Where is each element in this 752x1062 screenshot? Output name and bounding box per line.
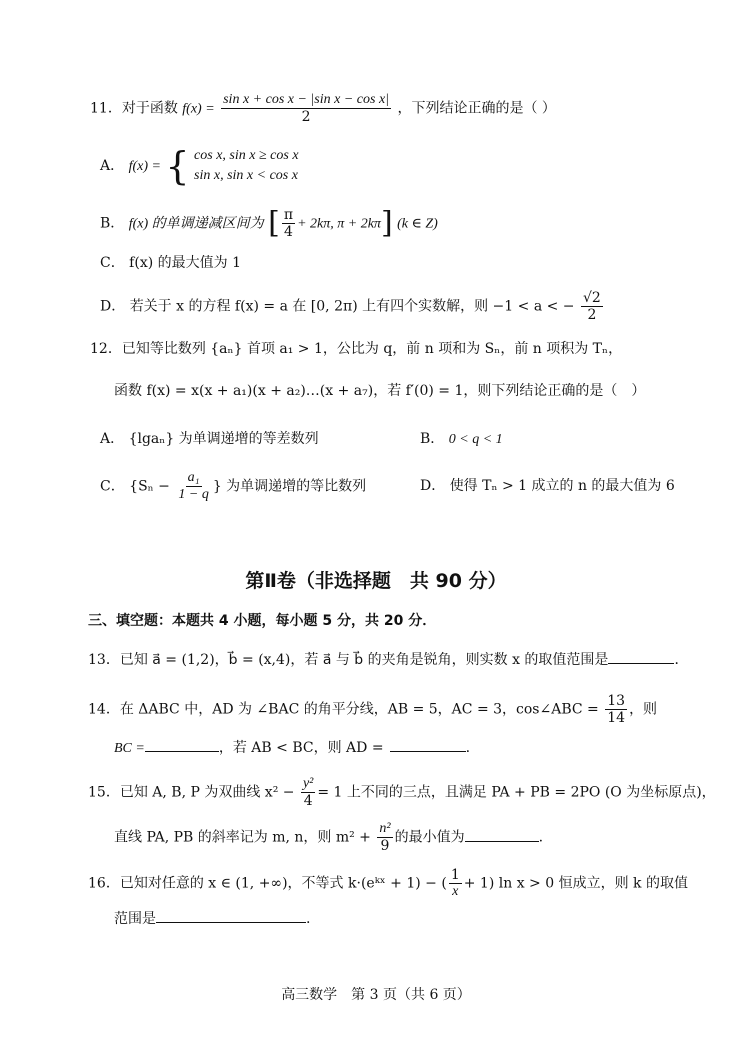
q16-number: 16．: [88, 875, 120, 892]
q11-number: 11．: [90, 100, 122, 117]
q12-stem-line2: 函数 f(x) = x(x + a₁)(x + a₂)…(x + a₇)，若 f′(0) = 1，则下列结论正确的是（ ）: [114, 383, 646, 399]
q12-option-c: C． {Sₙ − $\frac{\text{a₁}}{1 - q}$ } 为单调递增的等比数列: [100, 470, 367, 502]
q16-line1: 16．已知对任意的 x ∈ (1, +∞)，不等式 k·(eᵏˣ + 1) − ( $\frac{1}{x}$ + 1) ln x > 0 恒成立，则 k 的取值: [88, 867, 688, 899]
q11-option-a: A． f(x) = { cos x, sin x ≥ cos x sin x, sin x < cos x: [100, 144, 299, 188]
q14-line1: 14．在 ΔABC 中，AD 为 ∠BAC 的角平分线，AB = 5，AC = 3，cos∠ABC = $\frac{13}{14}$ ，则: [88, 693, 658, 726]
page-footer: 高三数学 第 3 页（共 6 页）: [281, 987, 471, 1003]
q12-option-b: B． 0 < q < 1: [420, 431, 503, 447]
q13: 13．已知 a⃗ = (1,2)，b⃗ = (x,4)，若 a⃗ 与 b⃗ 的夹角是锐角，则实数 x 的取值范围是 ．: [88, 649, 688, 669]
q14-number: 14．: [88, 701, 120, 718]
q13-number: 13．: [88, 652, 120, 668]
q12-number: 12．: [90, 341, 122, 357]
q15-number: 15．: [88, 784, 120, 801]
q11-option-b: B． f(x) 的单调递减区间为 [ $\frac{\pi}{4}$ + 2kπ, π + 2kπ] (k ∈ Z): [100, 205, 438, 241]
section-3-instruction: 三、填空题：本题共 4 小题，每小题 5 分，共 20 分．: [88, 613, 437, 629]
q11-fraction: $\frac{\text{sin x + cos x − |sin x − cos x|}}{2}$: [223, 92, 390, 125]
q14-line2: BC = ，若 AB < BC，则 AD = .: [114, 737, 470, 758]
q16-line2: 范围是 .: [114, 908, 310, 928]
q11-stem: 11．对于函数 f(x) = $\frac{\text{sin x + cos x − |sin x − cos x|}}{2}$ ，下列结论正确的是（ ）: [90, 92, 556, 125]
q12-option-d: D． 使得 Tₙ > 1 成立的 n 的最大值为 6: [420, 478, 675, 494]
q12-option-a: A． {lgaₙ} 为单调递增的等差数列: [100, 431, 319, 447]
answer-blank[interactable]: [608, 649, 674, 664]
answer-blank[interactable]: [465, 827, 539, 842]
section-title: 第Ⅱ卷（非选择题 共 90 分）: [245, 570, 507, 592]
answer-blank[interactable]: [145, 737, 219, 752]
q15-line1: 15．已知 A, B, P 为双曲线 x² − $\frac{\text{y²}}{4}$ = 1 上不同的三点，且满足 PA + PB = 2PO (O 为坐标原点)，: [88, 776, 716, 809]
piecewise-cases: cos x, sin x ≥ cos x sin x, sin x < cos x: [194, 148, 299, 183]
q11-option-c: C． f(x) 的最大值为 1: [100, 255, 241, 271]
answer-blank[interactable]: [390, 737, 466, 752]
q12-stem-line1: 12．已知等比数列 {aₙ} 首项 a₁ > 1，公比为 q，前 n 项和为 Sₙ，前 n 项积为 Tₙ，: [90, 341, 623, 357]
answer-blank[interactable]: [156, 908, 306, 923]
q11-option-d: D． 若关于 x 的方程 f(x) = a 在 [0, 2π) 上有四个实数解，则 −1 < a < − $\frac{√2}{2}$: [100, 290, 601, 323]
q15-line2: 直线 PA, PB 的斜率记为 m, n，则 m² + $\frac{\text{n²}}{9}$ 的最小值为 .: [114, 821, 544, 854]
left-brace-icon: {: [165, 144, 190, 188]
